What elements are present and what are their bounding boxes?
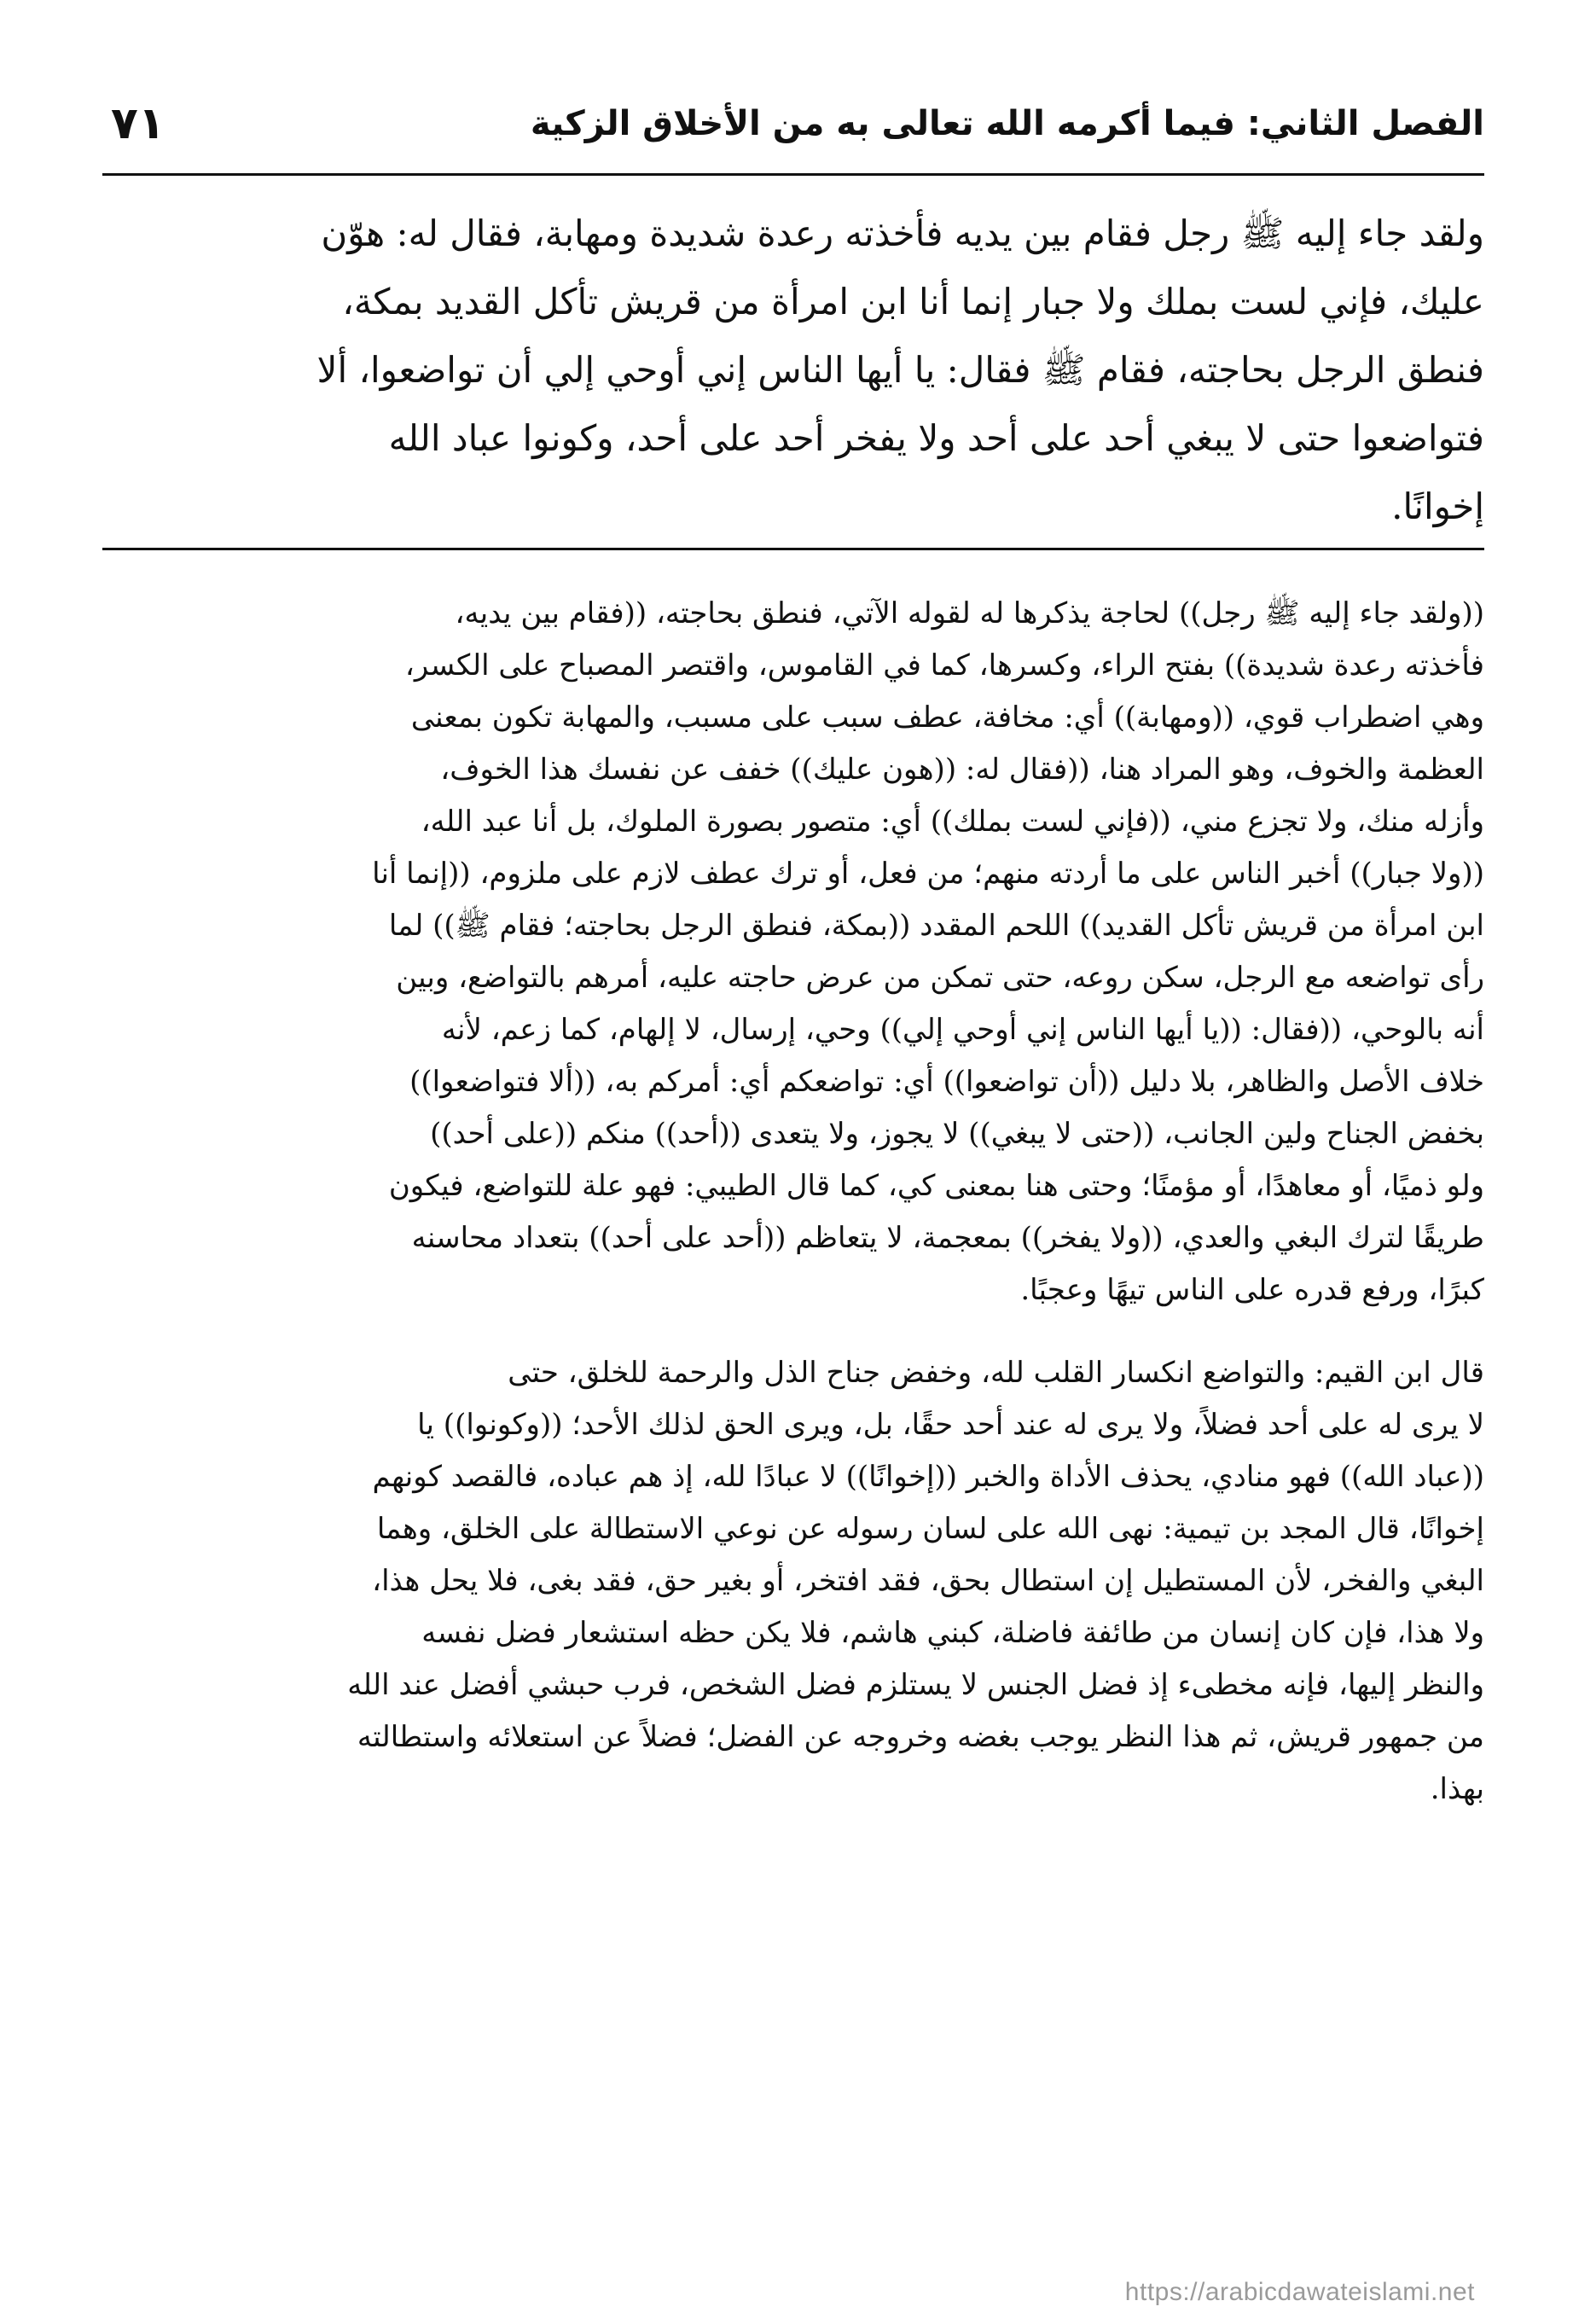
commentary-line: والنظر إليها، فإنه مخطىء إذ فضل الجنس لا يستلزم فضل الشخص، فرب حبشي أفضل عند الله — [347, 1668, 1484, 1702]
commentary-line: وهي اضطراب قوي، ((ومهابة)) أي: مخافة، عطف سبب على مسبب، والمهابة تكون بمعنى — [410, 700, 1484, 735]
commentary-line: البغي والفخر، لأن المستطيل إن استطال بحق، فقد افتخر، أو بغير حق، فقد بغى، فلا يحل هذا، — [372, 1564, 1484, 1598]
paragraph-spacer — [102, 1316, 1484, 1347]
commentary-line: لا يرى له على أحد فضلاً، ولا يرى له عند أحد حقًا، بل، ويرى الحق لذلك الأحد؛ ((وكونوا)) يا — [417, 1408, 1484, 1442]
commentary-paragraph-1 — [102, 588, 1484, 1316]
commentary-line: طريقًا لترك البغي والعدي، ((ولا يفخر)) بمعجمة، لا يتعاظم ((أحد على أحد)) بتعداد محاسنه — [411, 1221, 1484, 1255]
commentary-line: كبرًا، ورفع قدره على الناس تيهًا وعجبًا. — [1020, 1273, 1484, 1307]
running-header — [102, 81, 1484, 166]
commentary-line: ((ولا جبار)) أخبر الناس على ما أردته منهم؛ من فعل، أو ترك عطف لازم على ملزوم، ((إنما أنا — [372, 857, 1484, 891]
hadith-line: ولقد جاء إليه ﷺ رجل فقام بين يديه فأخذته رعدة شديدة ومهابة، فقال له: هوّن — [321, 212, 1484, 254]
hadith-line: إخوانًا. — [1391, 485, 1484, 527]
source-watermark: https://arabicdawateislami.net — [1124, 2278, 1475, 2306]
book-page — [102, 81, 1484, 2265]
commentary-line: فأخذته رعدة شديدة)) بفتح الراء، وكسرها، كما في القاموس، واقتصر المصباح على الكسر، — [404, 648, 1484, 683]
commentary-line: خلاف الأصل والظاهر، بلا دليل ((أن تواضعوا)) أي: تواضعكم أي: أمركم به، ((ألا فتواضعوا)) — [409, 1065, 1484, 1099]
hadith-line: فتواضعوا حتى لا يبغي أحد على أحد ولا يفخر أحد على أحد، وكونوا عباد الله — [388, 417, 1484, 459]
commentary-line: قال ابن القيم: والتواضع انكسار القلب لله، وخفض جناح الذل والرحمة للخلق، حتى — [508, 1356, 1484, 1390]
commentary-line: بخفض الجناح ولين الجانب، ((حتى لا يبغي)) لا يجوز، ولا يتعدى ((أحد)) منكم ((على أحد)) — [430, 1117, 1484, 1151]
commentary-section — [102, 588, 1484, 1816]
commentary-line: بهذا. — [1430, 1772, 1484, 1806]
hadith-line: عليك، فإني لست بملك ولا جبار إنما أنا ابن امرأة من قريش تأكل القديد بمكة، — [342, 281, 1484, 322]
hadith-line: فنطق الرجل بحاجته، فقام ﷺ فقال: يا أيها الناس إني أوحي إلي أن تواضعوا، ألا — [316, 349, 1484, 391]
commentary-line: إخوانًا، قال المجد بن تيمية: نهى الله على لسان رسوله عن نوعي الاستطالة على الخلق، وهما — [376, 1512, 1484, 1546]
commentary-line: من جمهور قريش، ثم هذا النظر يوجب بغضه وخروجه عن الفضل؛ فضلاً عن استعلائه واستطالته — [357, 1720, 1484, 1754]
commentary-line: ((ولقد جاء إليه ﷺ رجل)) لحاجة يذكرها له لقوله الآتي، فنطق بحاجته، ((فقام بين يديه، — [455, 596, 1484, 630]
commentary-line: وأزله منك، ولا تجزع مني، ((فإني لست بملك)) أي: متصور بصورة الملوك، بل أنا عبد الله، — [421, 805, 1484, 839]
page-number: ٧١ — [111, 98, 165, 149]
commentary-line: العظمة والخوف، وهو المراد هنا، ((فقال له: ((هون عليك)) خفف عن نفسك هذا الخوف، — [440, 752, 1484, 787]
commentary-paragraph-2 — [102, 1347, 1484, 1816]
commentary-line: ولا هذا، فإن كان إنسان من طائفة فاضلة، كبني هاشم، فلا يكن حظه استشعار فضل نفسه — [421, 1616, 1484, 1650]
section-divider — [102, 548, 1484, 550]
commentary-line: ولو ذميًا، أو معاهدًا، أو مؤمنًا؛ وحتى هنا بمعنى كي، كما قال الطيبي: فهو علة للتواضع، فيكون — [388, 1169, 1484, 1203]
commentary-line: رأى تواضعه مع الرجل، سكن روعه، حتى تمكن من عرض حاجته عليه، أمرهم بالتواضع، وبين — [396, 961, 1484, 995]
commentary-line: أنه بالوحي، ((فقال: ((يا أيها الناس إني أوحي إلي)) وحي، إرسال، لا إلهام، كما زعم، لأنه — [441, 1013, 1484, 1047]
commentary-line: ابن امرأة من قريش تأكل القديد)) اللحم المقدد ((بمكة، فنطق الرجل بحاجته؛ فقام ﷺ)) لما — [388, 909, 1484, 943]
chapter-title: الفصل الثاني: فيما أكرمه الله تعالى به من الأخلاق الزكية — [530, 104, 1484, 143]
header-rule — [102, 173, 1484, 176]
hadith-text — [102, 200, 1484, 541]
commentary-line: ((عباد الله)) فهو منادي، يحذف الأداة والخبر ((إخوانًا)) لا عبادًا لله، إذ هم عباده، فالقصد كونهم — [372, 1460, 1484, 1494]
